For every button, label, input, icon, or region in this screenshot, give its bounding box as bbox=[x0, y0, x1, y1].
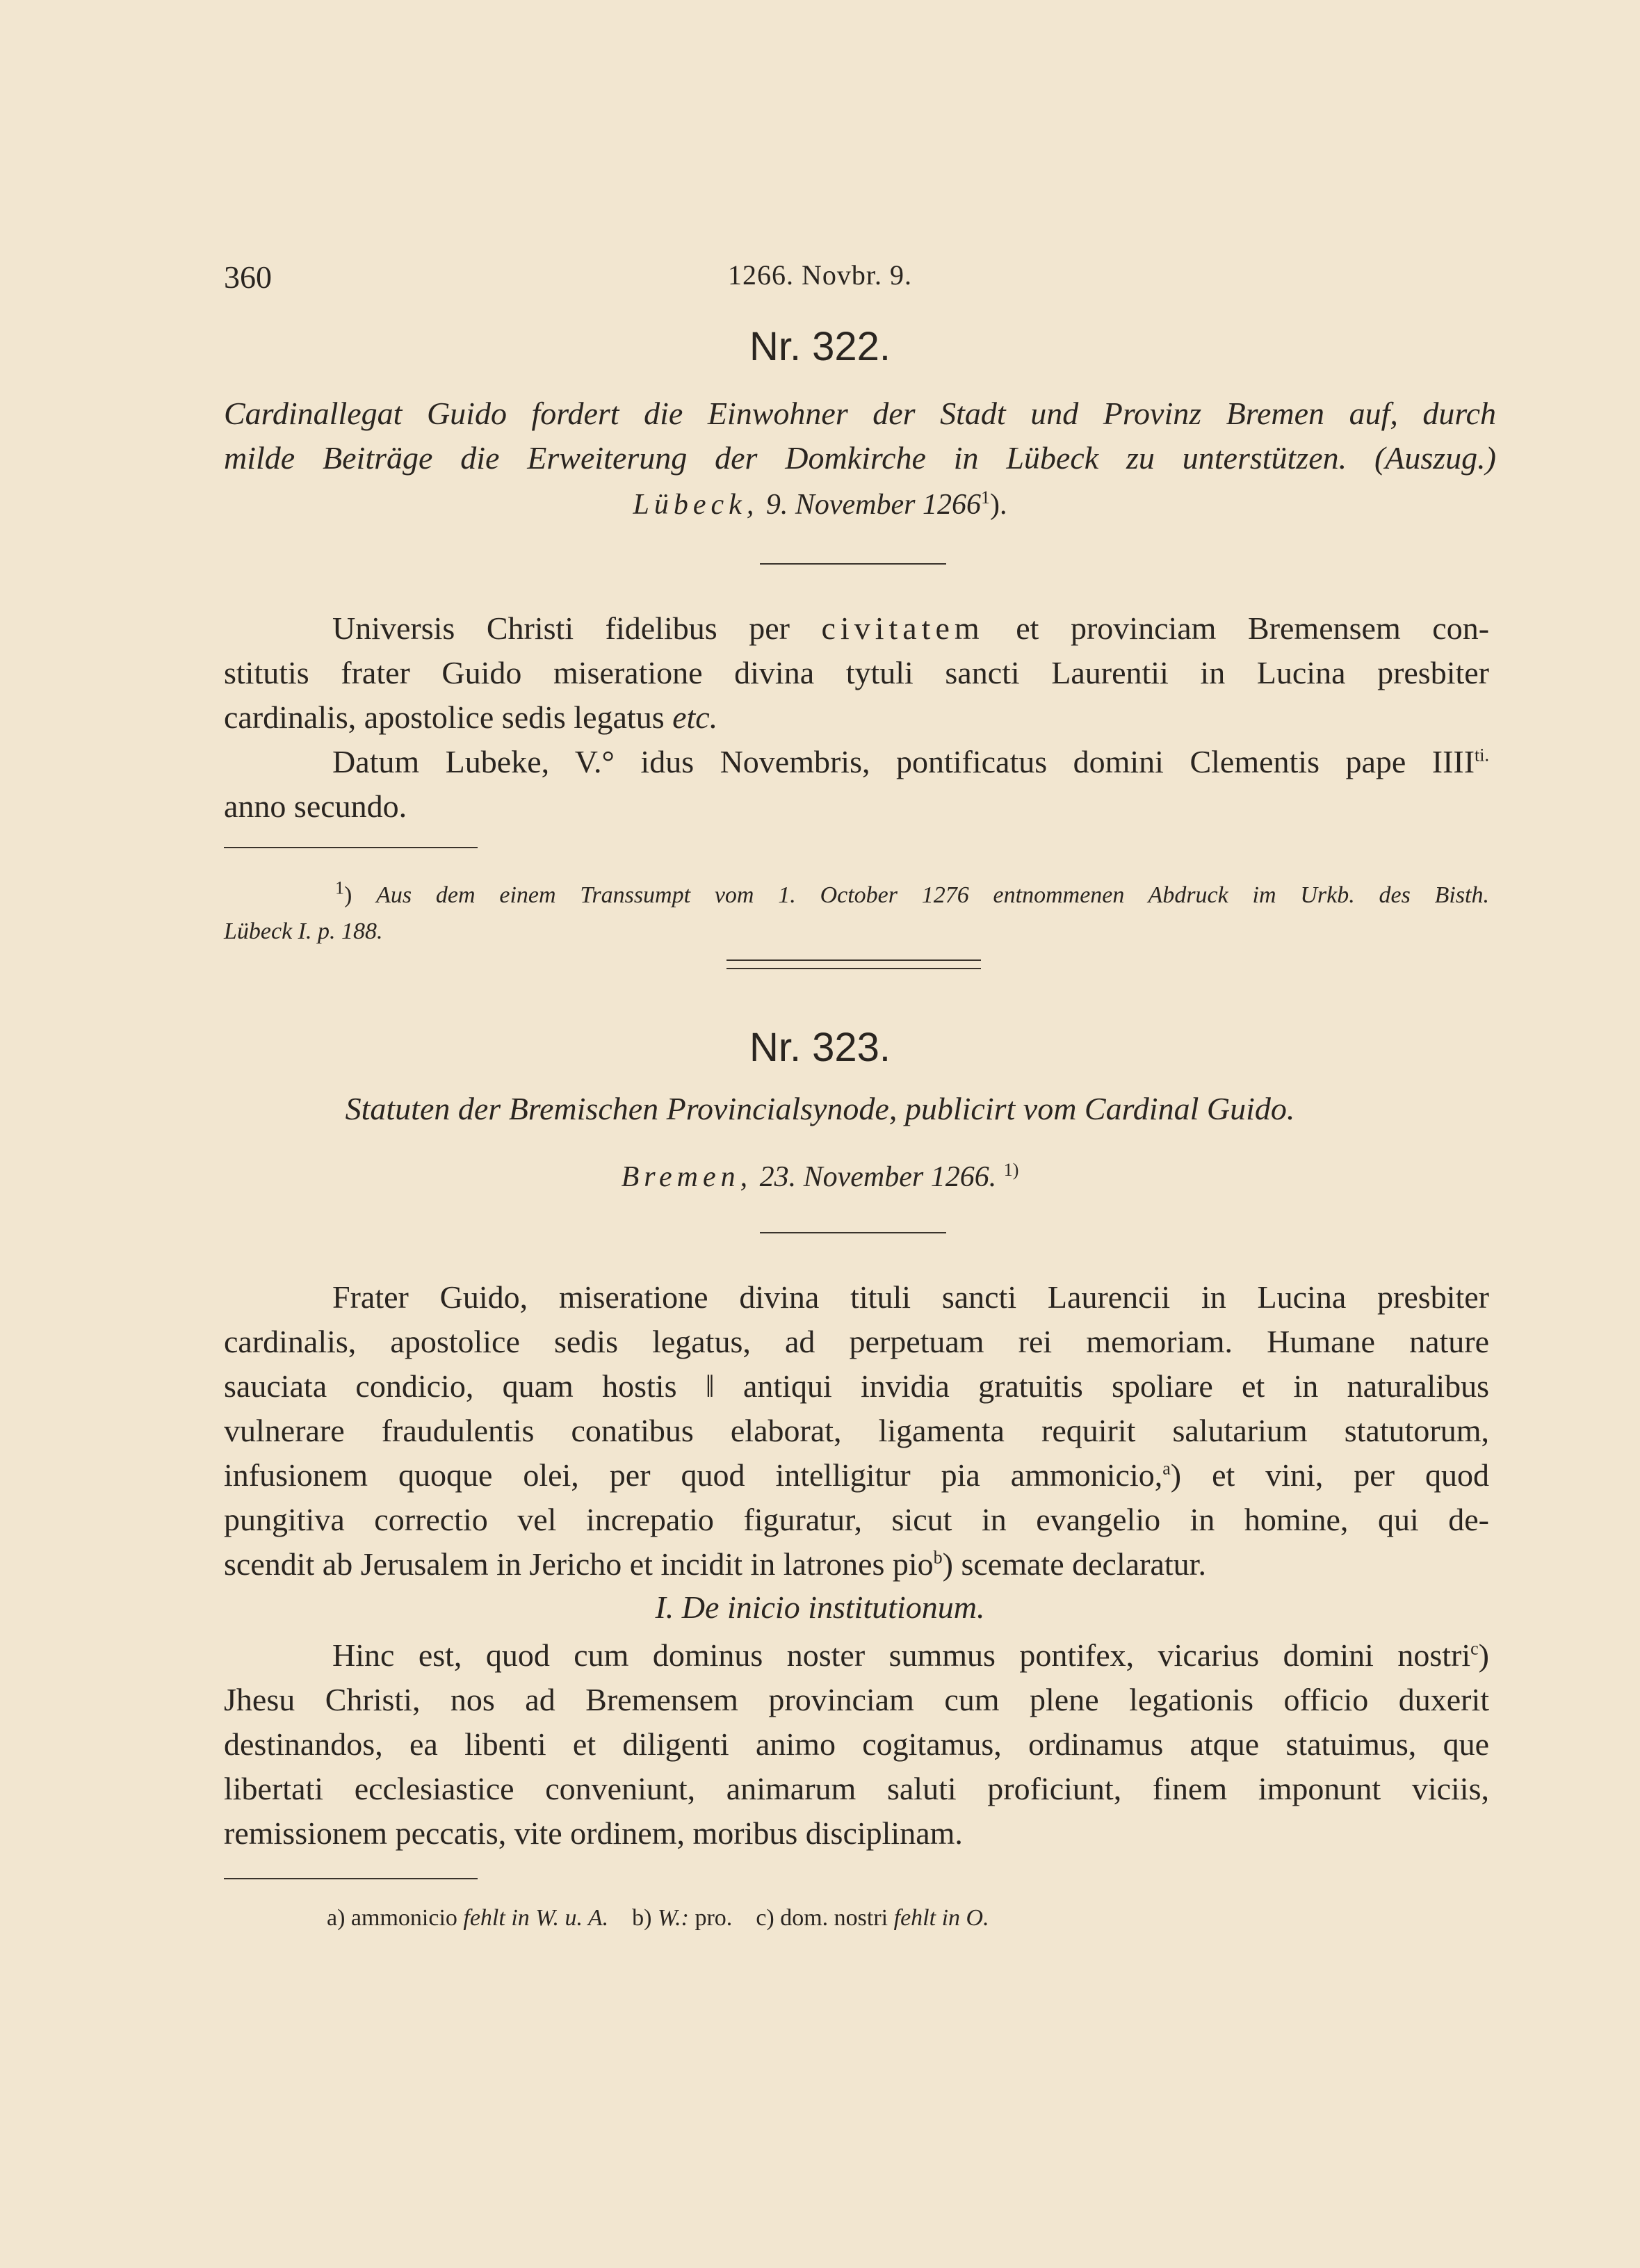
note-marker-a: a bbox=[1162, 1458, 1171, 1479]
doc322-title-line2: milde Beiträge die Erweiterung der Domkirche in Lübeck zu unterstützen. (Auszug.) bbox=[224, 440, 1496, 476]
note-marker-c: c bbox=[1470, 1638, 1479, 1659]
doc322-dateline bbox=[0, 488, 1640, 521]
doc323-date-note: 1) bbox=[1003, 1160, 1019, 1180]
doc322-line3: cardinalis, apostolice sedis legatus etc. bbox=[224, 699, 718, 735]
document-number-322: Nr. 322. bbox=[749, 324, 891, 369]
doc322-etc: etc. bbox=[672, 699, 718, 735]
section-heading: I. De inicio institutionum. bbox=[655, 1589, 985, 1625]
doc322-date-tail: ). bbox=[989, 489, 1007, 521]
footnote-rule bbox=[224, 1878, 478, 1879]
page-number: 360 bbox=[224, 259, 272, 295]
doc322-body bbox=[224, 606, 1489, 829]
doc323-place: Bremen, bbox=[621, 1161, 753, 1193]
doc323-body: Frater Guido, miseratione divina tituli sancti Laurencii in Lucina presbiter cardinalis, apostolice sedis legatus, ad perpetuam rei memoriam. Humane nature sauciata condicio, quam hostis ‖ antiqui invidia gratuitis spoliare et in naturalibus vulnerare fraudulentis conatibus elaborat, ligamenta requirit salutarium statutorum, infusionem quoque olei, per quod intelligitur pia ammonicio,$^a$) et vini, per quod pungitiva correctio vel increpatio figuratur, sicut in evangelio in homine, qui de- scendit ab Jerusalem in Jericho et incidit in latrones pio$^b$) scemate declaratur. bbox=[224, 1279, 1489, 1582]
doc322-line1: Universis Christi fidelibus per civitatem et provinciam Bremensem con- bbox=[332, 610, 1490, 646]
doc322-datum-line2: anno secundo. bbox=[224, 788, 407, 824]
doc322-datum-line: Datum Lubeke, V.° idus Novembris, pontificatus domini Clementis pape $IIII^{ti.}$ bbox=[332, 744, 1489, 779]
doc322-line2: stitutis frater Guido miseratione divina tytuli sancti Laurentii in Lucina presbiter bbox=[224, 655, 1489, 690]
doc323-date: 23. November 1266. bbox=[759, 1161, 997, 1193]
doc323-footnotes: a) ammonicio fehlt in W. u. A. b) W.: pro. c) dom. nostri fehlt in O. bbox=[327, 1905, 989, 1931]
doc322-title-line1: Cardinallegat Guido fordert die Einwohner der Stadt und Provinz Bremen auf, durch bbox=[224, 396, 1496, 431]
doc322-date: 9. November 1266 bbox=[765, 489, 981, 521]
footnote-rule bbox=[224, 847, 478, 848]
doc322-date-note: 1 bbox=[980, 487, 990, 508]
running-head: 1266. Novbr. 9. bbox=[728, 259, 912, 291]
doc322-footnote: $^1$) Aus dem einem Transsumpt vom 1. October 1276 entnommenen Abdruck im Urkb. des Bisth. Lübeck I. p. 188. bbox=[224, 877, 1489, 944]
double-rule-divider bbox=[726, 959, 981, 969]
separator-rule bbox=[760, 563, 946, 565]
separator-rule bbox=[760, 1232, 946, 1233]
document-number-323: Nr. 323. bbox=[749, 1025, 891, 1070]
doc323-title: Statuten der Bremischen Provincialsynode, publicirt vom Cardinal Guido. bbox=[345, 1091, 1295, 1126]
doc322-place: Lübeck, bbox=[633, 489, 759, 521]
doc323-dateline bbox=[0, 1160, 1640, 1194]
note-marker-b: b bbox=[933, 1547, 943, 1568]
doc323-para2: Hinc est, quod cum dominus noster summus pontifex, vicarius domini nostri$^c$) Jhesu Christi, nos ad Bremensem provinciam cum plene legationis officio duxerit destinandos, ea libenti et diligenti animo cogitamus, ordinamus atque statuimus, que libertati ecclesiastice conveniunt, animarum saluti proficiunt, finem imponunt viciis, remissionem peccatis, vite ordinem, moribus disciplinam. bbox=[224, 1637, 1489, 1851]
